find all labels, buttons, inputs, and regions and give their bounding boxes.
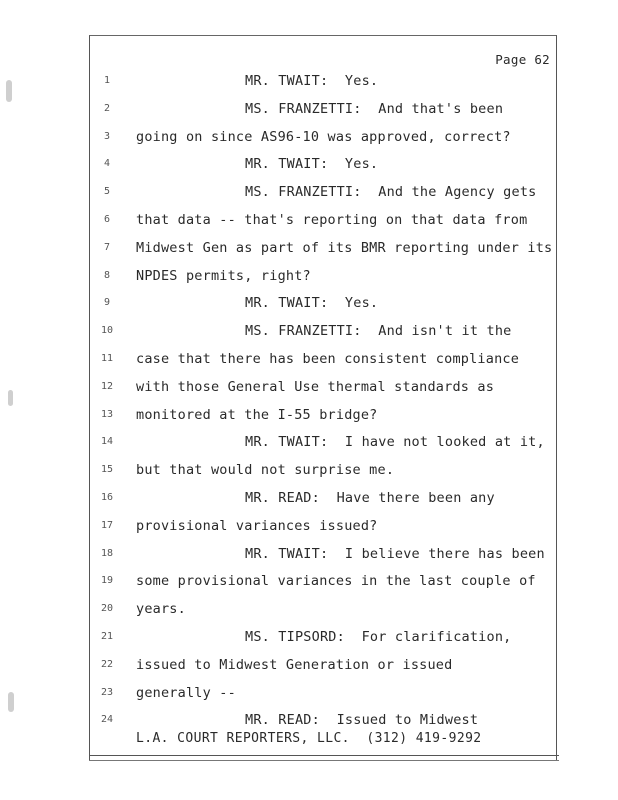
page-bottom-rule [89,760,559,761]
transcript-line [0,266,618,286]
line-number: 22 [100,658,114,670]
line-text: MR. TWAIT: Yes. [245,295,379,312]
line-text: case that there has been consistent compliance [136,351,520,367]
line-number: 1 [103,75,111,86]
transcript-line [0,405,618,425]
transcript-line [0,99,618,119]
transcript-line [0,516,618,536]
line-number: 12 [100,380,114,392]
transcript-line [0,238,618,258]
transcript-line [0,488,618,508]
line-text: NPDES permits, right? [136,267,311,284]
transcript-line [0,182,618,202]
line-number: 13 [100,408,114,420]
line-number: 3 [103,130,111,142]
line-number: 20 [100,603,114,615]
line-text: monitored at the I-55 bridge? [136,406,378,423]
transcript-line [0,683,618,703]
line-text: going on since AS96-10 was approved, correct? [136,128,511,145]
transcript-line [0,544,618,564]
transcript-line [0,377,618,397]
line-text: MR. TWAIT: Yes. [245,73,379,89]
line-number: 9 [103,297,111,309]
transcript-line [0,571,618,591]
transcript-line [0,321,618,341]
line-text: years. [136,601,186,618]
transcript-line [0,349,618,369]
line-number: 6 [103,214,111,225]
line-number: 10 [100,325,114,337]
line-text: with those General Use thermal standards as [136,378,495,395]
line-text: MR. READ: Have there been any [245,490,495,506]
transcript-line [0,127,618,147]
transcript-line [0,710,618,730]
line-number: 5 [103,186,111,198]
transcript-line [0,71,618,91]
line-text: MS. FRANZETTI: And isn't it the [245,323,512,340]
page-bottom-rule [89,755,559,756]
transcript-line [0,210,618,230]
line-text: MR. TWAIT: I believe there has been [245,545,545,562]
transcript-line [0,460,618,480]
line-text: MS. TIPSORD: For clarification, [245,629,512,645]
line-number: 24 [100,714,114,726]
line-number: 23 [100,686,114,698]
line-text: MR. READ: Issued to Midwest [245,712,479,729]
line-number: 17 [100,519,114,531]
line-text: MR. TWAIT: Yes. [245,156,379,173]
line-text: generally -- [136,684,236,701]
transcript-line [0,599,618,619]
line-text: that data -- that's reporting on that data from [136,212,528,228]
line-text: but that would not surprise me. [136,462,395,479]
line-number: 18 [100,547,114,559]
line-number: 2 [103,102,111,114]
line-text: MS. FRANZETTI: And the Agency gets [245,184,537,201]
page-number: Page 62 [495,52,550,67]
line-number: 4 [103,158,111,170]
line-number: 11 [100,353,114,364]
line-text: MS. FRANZETTI: And that's been [245,100,504,117]
transcript-line [0,627,618,647]
line-number: 21 [100,631,114,642]
transcript-line [0,432,618,452]
line-number: 7 [103,241,111,253]
line-text: MR. TWAIT: I have not looked at it, [245,434,545,451]
line-number: 15 [100,464,114,476]
line-number: 16 [100,492,114,503]
transcript-line [0,293,618,313]
line-text: issued to Midwest Generation or issued [136,656,453,673]
court-reporter-footer: L.A. COURT REPORTERS, LLC. (312) 419-9292 [136,731,482,746]
line-number: 19 [100,575,114,587]
line-number: 14 [100,436,114,448]
transcript-line [0,154,618,174]
line-text: provisional variances issued? [136,517,378,534]
line-number: 8 [103,269,111,281]
line-text: some provisional variances in the last couple of [136,573,536,590]
transcript-line [0,655,618,675]
line-text: Midwest Gen as part of its BMR reporting under its [136,239,553,256]
